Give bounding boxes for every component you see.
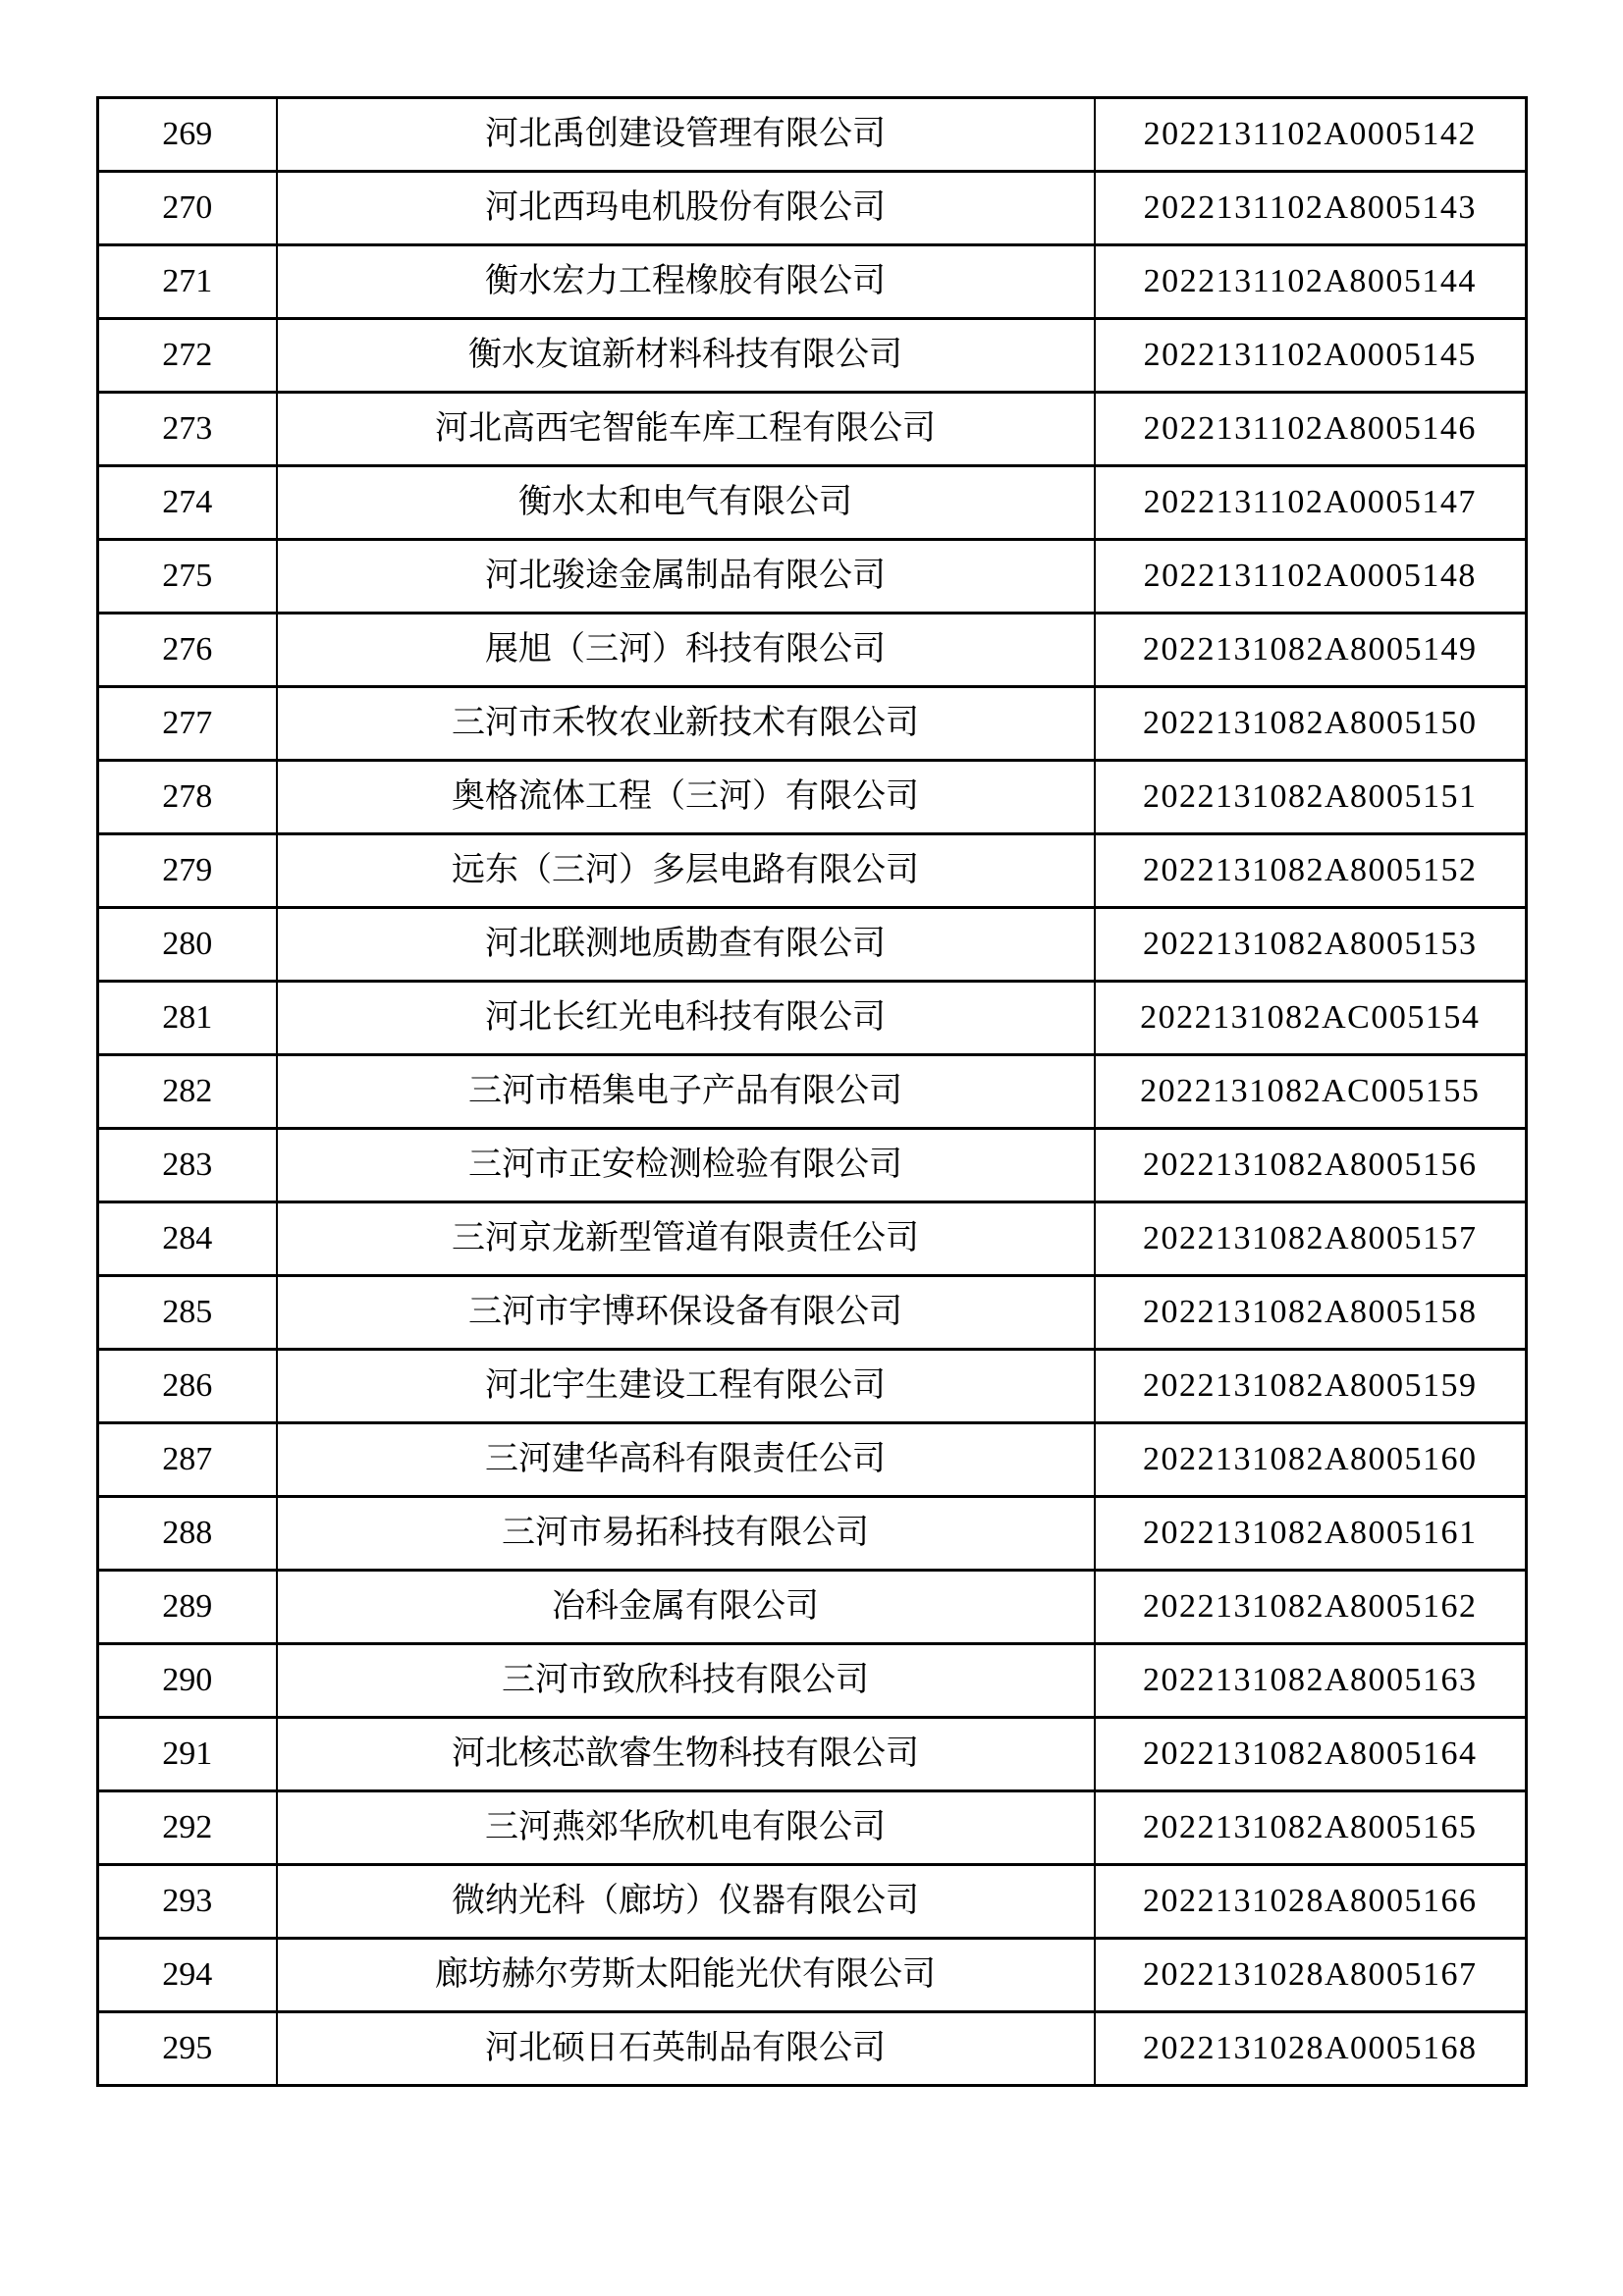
row-number-cell: 272 (98, 319, 277, 393)
company-name-cell: 河北骏途金属制品有限公司 (277, 540, 1095, 614)
company-name-cell: 三河市致欣科技有限公司 (277, 1644, 1095, 1718)
table-row (98, 1571, 1527, 1644)
company-name-cell: 河北西玛电机股份有限公司 (277, 172, 1095, 245)
registration-code-cell: 2022131102A0005142 (1095, 98, 1527, 172)
company-name-cell: 廊坊赫尔劳斯太阳能光伏有限公司 (277, 1939, 1095, 2012)
row-number-cell: 288 (98, 1497, 277, 1571)
company-name-cell: 三河市禾牧农业新技术有限公司 (277, 687, 1095, 761)
company-name-cell: 三河市易拓科技有限公司 (277, 1497, 1095, 1571)
registration-code-cell: 2022131082A8005162 (1095, 1571, 1527, 1644)
company-name-cell: 三河建华高科有限责任公司 (277, 1423, 1095, 1497)
table-row (98, 1791, 1527, 1865)
registration-code-cell: 2022131082A8005165 (1095, 1791, 1527, 1865)
row-number-cell: 278 (98, 761, 277, 834)
table-row (98, 245, 1527, 319)
company-name-cell: 衡水太和电气有限公司 (277, 466, 1095, 540)
registration-code-cell: 2022131102A0005145 (1095, 319, 1527, 393)
row-number-cell: 291 (98, 1718, 277, 1791)
registration-code-cell: 2022131082A8005160 (1095, 1423, 1527, 1497)
row-number-cell: 273 (98, 393, 277, 466)
row-number-cell: 284 (98, 1202, 277, 1276)
table-row (98, 393, 1527, 466)
company-name-cell: 河北硕日石英制品有限公司 (277, 2012, 1095, 2086)
row-number-cell: 285 (98, 1276, 277, 1350)
row-number-cell: 280 (98, 908, 277, 982)
table-row (98, 172, 1527, 245)
registration-code-cell: 2022131082AC005155 (1095, 1055, 1527, 1129)
registration-code-cell: 2022131082A8005163 (1095, 1644, 1527, 1718)
registration-code-cell: 2022131082A8005161 (1095, 1497, 1527, 1571)
row-number-cell: 276 (98, 614, 277, 687)
registration-code-cell: 2022131082AC005154 (1095, 982, 1527, 1055)
company-name-cell: 三河市梧集电子产品有限公司 (277, 1055, 1095, 1129)
company-name-cell: 奥格流体工程（三河）有限公司 (277, 761, 1095, 834)
registration-code-cell: 2022131082A8005157 (1095, 1202, 1527, 1276)
row-number-cell: 287 (98, 1423, 277, 1497)
company-name-cell: 河北高西宅智能车库工程有限公司 (277, 393, 1095, 466)
company-name-cell: 河北长红光电科技有限公司 (277, 982, 1095, 1055)
company-name-cell: 冶科金属有限公司 (277, 1571, 1095, 1644)
table-row (98, 834, 1527, 908)
row-number-cell: 295 (98, 2012, 277, 2086)
row-number-cell: 290 (98, 1644, 277, 1718)
registration-code-cell: 2022131028A8005167 (1095, 1939, 1527, 2012)
registration-code-cell: 2022131082A8005153 (1095, 908, 1527, 982)
registration-code-cell: 2022131082A8005150 (1095, 687, 1527, 761)
company-name-cell: 衡水宏力工程橡胶有限公司 (277, 245, 1095, 319)
registration-code-cell: 2022131102A8005146 (1095, 393, 1527, 466)
company-name-cell: 微纳光科（廊坊）仪器有限公司 (277, 1865, 1095, 1939)
row-number-cell: 294 (98, 1939, 277, 2012)
table-row (98, 98, 1527, 172)
table-row (98, 2012, 1527, 2086)
company-name-cell: 三河京龙新型管道有限责任公司 (277, 1202, 1095, 1276)
company-name-cell: 河北联测地质勘查有限公司 (277, 908, 1095, 982)
row-number-cell: 275 (98, 540, 277, 614)
table-row (98, 319, 1527, 393)
registration-code-cell: 2022131082A8005156 (1095, 1129, 1527, 1202)
table-row (98, 540, 1527, 614)
table-row (98, 1865, 1527, 1939)
registration-code-cell: 2022131082A8005158 (1095, 1276, 1527, 1350)
registration-code-cell: 2022131102A8005144 (1095, 245, 1527, 319)
row-number-cell: 271 (98, 245, 277, 319)
table-row (98, 1276, 1527, 1350)
company-name-cell: 三河燕郊华欣机电有限公司 (277, 1791, 1095, 1865)
registration-code-cell: 2022131028A0005168 (1095, 2012, 1527, 2086)
table-row (98, 1202, 1527, 1276)
company-name-cell: 远东（三河）多层电路有限公司 (277, 834, 1095, 908)
table-row (98, 1129, 1527, 1202)
row-number-cell: 289 (98, 1571, 277, 1644)
table-row (98, 982, 1527, 1055)
row-number-cell: 281 (98, 982, 277, 1055)
table-row (98, 1939, 1527, 2012)
registration-code-cell: 2022131082A8005152 (1095, 834, 1527, 908)
row-number-cell: 286 (98, 1350, 277, 1423)
row-number-cell: 292 (98, 1791, 277, 1865)
table-row (98, 1497, 1527, 1571)
table-row (98, 1350, 1527, 1423)
table-row (98, 761, 1527, 834)
table-row (98, 1718, 1527, 1791)
row-number-cell: 274 (98, 466, 277, 540)
row-number-cell: 277 (98, 687, 277, 761)
row-number-cell: 269 (98, 98, 277, 172)
table-row (98, 908, 1527, 982)
registration-code-cell: 2022131102A0005147 (1095, 466, 1527, 540)
registration-code-cell: 2022131082A8005159 (1095, 1350, 1527, 1423)
row-number-cell: 270 (98, 172, 277, 245)
table-row (98, 687, 1527, 761)
row-number-cell: 293 (98, 1865, 277, 1939)
table-row (98, 1423, 1527, 1497)
row-number-cell: 282 (98, 1055, 277, 1129)
row-number-cell: 279 (98, 834, 277, 908)
company-name-cell: 河北宇生建设工程有限公司 (277, 1350, 1095, 1423)
registration-code-cell: 2022131102A8005143 (1095, 172, 1527, 245)
table-body (98, 98, 1527, 2086)
table-row (98, 1644, 1527, 1718)
company-name-cell: 展旭（三河）科技有限公司 (277, 614, 1095, 687)
registration-code-cell: 2022131082A8005164 (1095, 1718, 1527, 1791)
company-table (96, 96, 1528, 2087)
registration-code-cell: 2022131102A0005148 (1095, 540, 1527, 614)
row-number-cell: 283 (98, 1129, 277, 1202)
company-name-cell: 三河市宇博环保设备有限公司 (277, 1276, 1095, 1350)
registration-code-cell: 2022131082A8005149 (1095, 614, 1527, 687)
table-row (98, 466, 1527, 540)
company-name-cell: 三河市正安检测检验有限公司 (277, 1129, 1095, 1202)
table-row (98, 614, 1527, 687)
registration-code-cell: 2022131082A8005151 (1095, 761, 1527, 834)
registration-code-cell: 2022131028A8005166 (1095, 1865, 1527, 1939)
table-row (98, 1055, 1527, 1129)
company-name-cell: 河北禹创建设管理有限公司 (277, 98, 1095, 172)
company-name-cell: 河北核芯歆睿生物科技有限公司 (277, 1718, 1095, 1791)
company-name-cell: 衡水友谊新材料科技有限公司 (277, 319, 1095, 393)
